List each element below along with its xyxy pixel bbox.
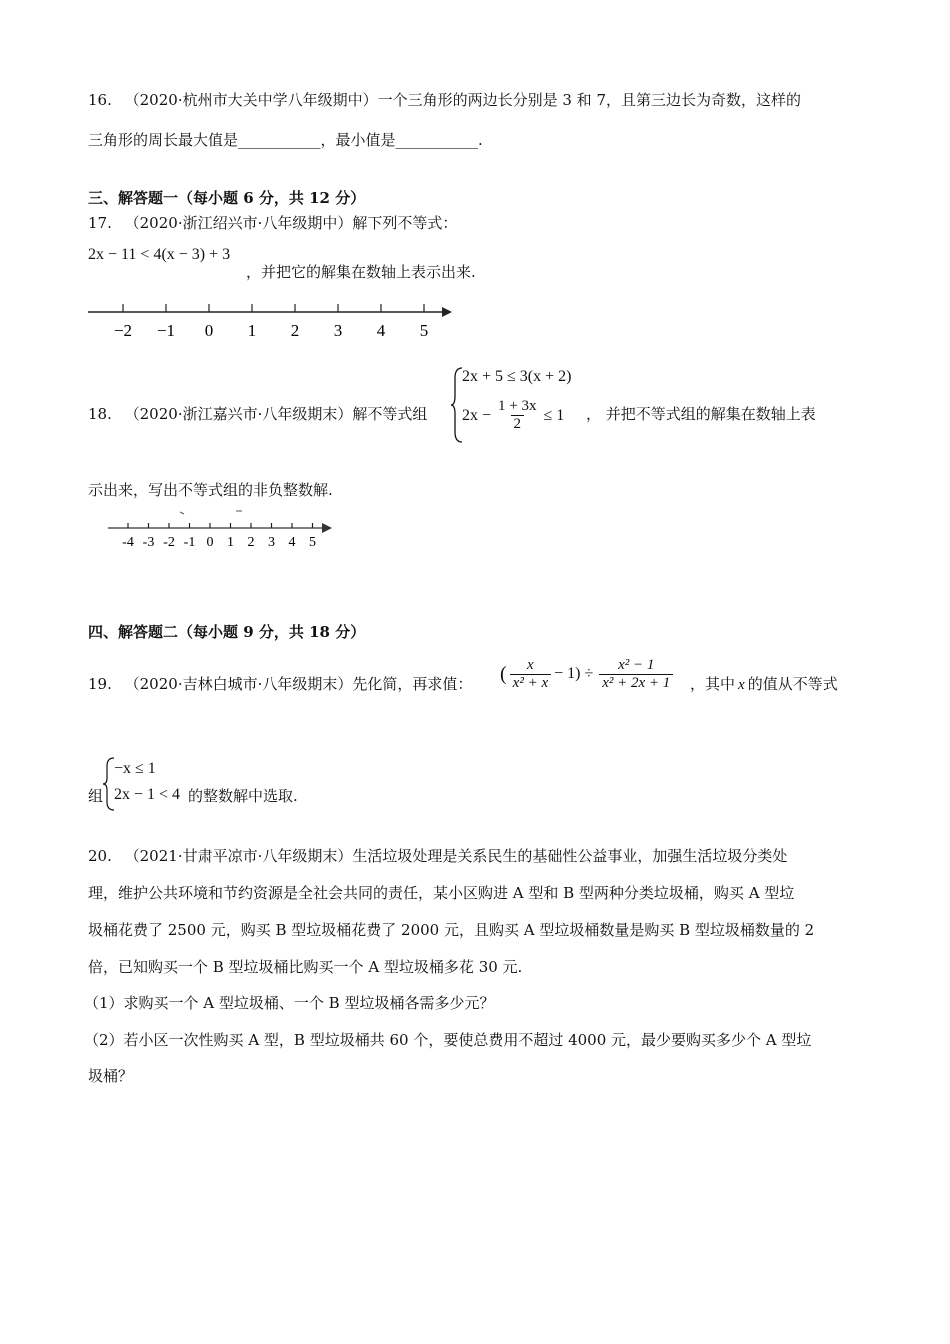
- q18-axis-tick-label: 3: [268, 535, 275, 550]
- q17-axis-tick-label: 5: [419, 321, 429, 340]
- q19-line1: [88, 674, 472, 694]
- q17-axis-tick-label: 1: [247, 321, 257, 340]
- q17-number: 17.: [88, 214, 112, 232]
- q19-fraction1-den: x² + x: [510, 674, 551, 692]
- section3-heading: 三、解答题一（每小题 6 分，共 12 分）: [88, 189, 366, 207]
- q19-sys1: −x ≤ 1: [114, 760, 156, 777]
- q17-tail: ，并把它的解集在数轴上表示出来.: [246, 263, 476, 281]
- q16-line2: [88, 130, 483, 150]
- q19-line2-prefix: 组: [88, 787, 104, 805]
- q18-ineq2: [462, 398, 564, 433]
- q18-number-line[interactable]: [104, 508, 336, 552]
- q19-tail: [690, 674, 838, 695]
- q17-number-line[interactable]: [80, 296, 460, 346]
- q19-source: （2020·吉林白城市·八年级期末）: [124, 675, 353, 693]
- q20-text1: 生活垃圾处理是关系民生的基础性公益事业，加强生活垃圾分类处: [352, 847, 788, 865]
- q19-tail-a: ，其中: [690, 675, 736, 693]
- q19-sys2: 2x − 1 < 4: [114, 786, 181, 803]
- q20-line2: 理，维护公共环境和节约资源是全社会共同的责任，某小区购进 A 型和 B 型两种分类垃圾桶，购买 A 型垃: [88, 884, 795, 902]
- q20-line4: 倍，已知购买一个 B 型垃圾桶比购买一个 A 型垃圾桶多花 30 元.: [88, 958, 523, 976]
- q18-axis-tick-label: 0: [206, 535, 214, 550]
- q20-line3: 圾桶花费了 2500 元，购买 B 型垃圾桶花费了 2000 元，且购买 A 型垃圾桶数量是购买 B 型垃圾桶数量的 2: [88, 921, 815, 939]
- q20-line1: [88, 846, 787, 866]
- q17-axis-tick-label: 0: [204, 321, 214, 340]
- section4-heading: 四、解答题二（每小题 9 分，共 18 分）: [88, 623, 366, 641]
- q18-axis-tick-label: 2: [247, 535, 255, 550]
- q18-axis-tick-label: -2: [163, 535, 175, 550]
- q18-axis-tick-label: 5: [309, 535, 316, 550]
- q16-period: .: [478, 131, 483, 149]
- q18-ineq1: 2x + 5 ≤ 3(x + 2): [462, 368, 572, 385]
- q18-prompt: 解不等式组: [352, 405, 428, 423]
- q17-axis-tick-label: 2: [290, 321, 300, 340]
- q17-axis-tick-label: 4: [376, 321, 386, 340]
- q18-axis-tick-label: 4: [288, 535, 296, 550]
- q19-number: 19.: [88, 675, 112, 693]
- q18-fraction-num: 1 + 3x: [498, 398, 537, 414]
- q19-expression: [500, 650, 673, 698]
- q16-text2b: ，最小值是: [320, 131, 396, 149]
- q19-tail-b: 的值从不等式: [747, 675, 838, 693]
- q19-fraction2-den: x² + 2x + 1: [599, 674, 673, 692]
- q17-prompt: 解下列不等式：: [352, 214, 458, 232]
- q18-fraction: [495, 398, 539, 433]
- q17-source: （2020·浙江绍兴市·八年级期中）: [124, 214, 353, 232]
- q18-source: （2020·浙江嘉兴市·八年级期末）: [124, 405, 353, 423]
- q19-fraction1-num: x: [527, 656, 534, 673]
- q18-axis-tick-label: -4: [122, 535, 134, 550]
- q19-fraction2-num: x² − 1: [618, 656, 655, 673]
- q18-axis-tick-label: -3: [142, 535, 155, 550]
- q17-axis-tick-label: −2: [113, 321, 133, 340]
- q20-sub2: （2）若小区一次性购买 A 型，B 型垃圾桶共 60 个，要使总费用不超过 4000 元，最少要购买多少个 A 型垃: [84, 1031, 812, 1049]
- q18-fraction-den: 2: [511, 415, 525, 433]
- q18-number: 18.: [88, 405, 112, 423]
- q18-axis-tick-label: 1: [227, 535, 234, 550]
- q19-line2-tail: 的整数解中选取.: [188, 787, 298, 805]
- q16-source: （2020·杭州市大关中学八年级期中）: [124, 91, 378, 109]
- q19-prompt: 先化简，再求值：: [352, 675, 473, 693]
- q18-axis-tick-label: -1: [183, 535, 196, 550]
- q20-sub2-line2: 圾桶？: [88, 1067, 134, 1085]
- q16-text2a: 三角形的周长最大值是: [88, 131, 239, 149]
- q18-tail: ， 并把不等式组的解集在数轴上表: [586, 405, 816, 423]
- answer-blank-max[interactable]: ___________: [238, 131, 321, 149]
- q19-minus-one: − 1) ÷: [554, 665, 594, 682]
- q18-line1: [88, 404, 427, 424]
- q20-sub1: （1）求购买一个 A 型垃圾桶、一个 B 型垃圾桶各需多少元？: [84, 994, 495, 1012]
- answer-blank-min[interactable]: ___________: [395, 131, 479, 149]
- q20-source: （2021·甘肃平凉市·八年级期末）: [124, 847, 353, 865]
- q16-text: 一个三角形的两边长分别是 3 和 7，且第三边长为奇数，这样的: [377, 91, 801, 109]
- q19-fraction2: [599, 657, 673, 692]
- q19-fraction1: [510, 657, 551, 692]
- q16-line1: [88, 90, 801, 110]
- q16-number: 16.: [88, 91, 112, 109]
- q18-ineq2-right: ≤ 1: [543, 406, 565, 424]
- q18-line2: 示出来，写出不等式组的非负整数解.: [88, 481, 333, 499]
- q19-var: x: [738, 677, 745, 693]
- q17-line1: [88, 213, 457, 233]
- q19-open-paren: (: [500, 662, 507, 685]
- q17-axis-tick-label: −1: [156, 321, 176, 340]
- q20-number: 20.: [88, 847, 112, 865]
- q17-axis-tick-label: 3: [333, 321, 343, 340]
- q17-inequality: 2x − 11 < 4(x − 3) + 3: [88, 246, 231, 263]
- q18-ineq2-left: 2x −: [462, 406, 492, 424]
